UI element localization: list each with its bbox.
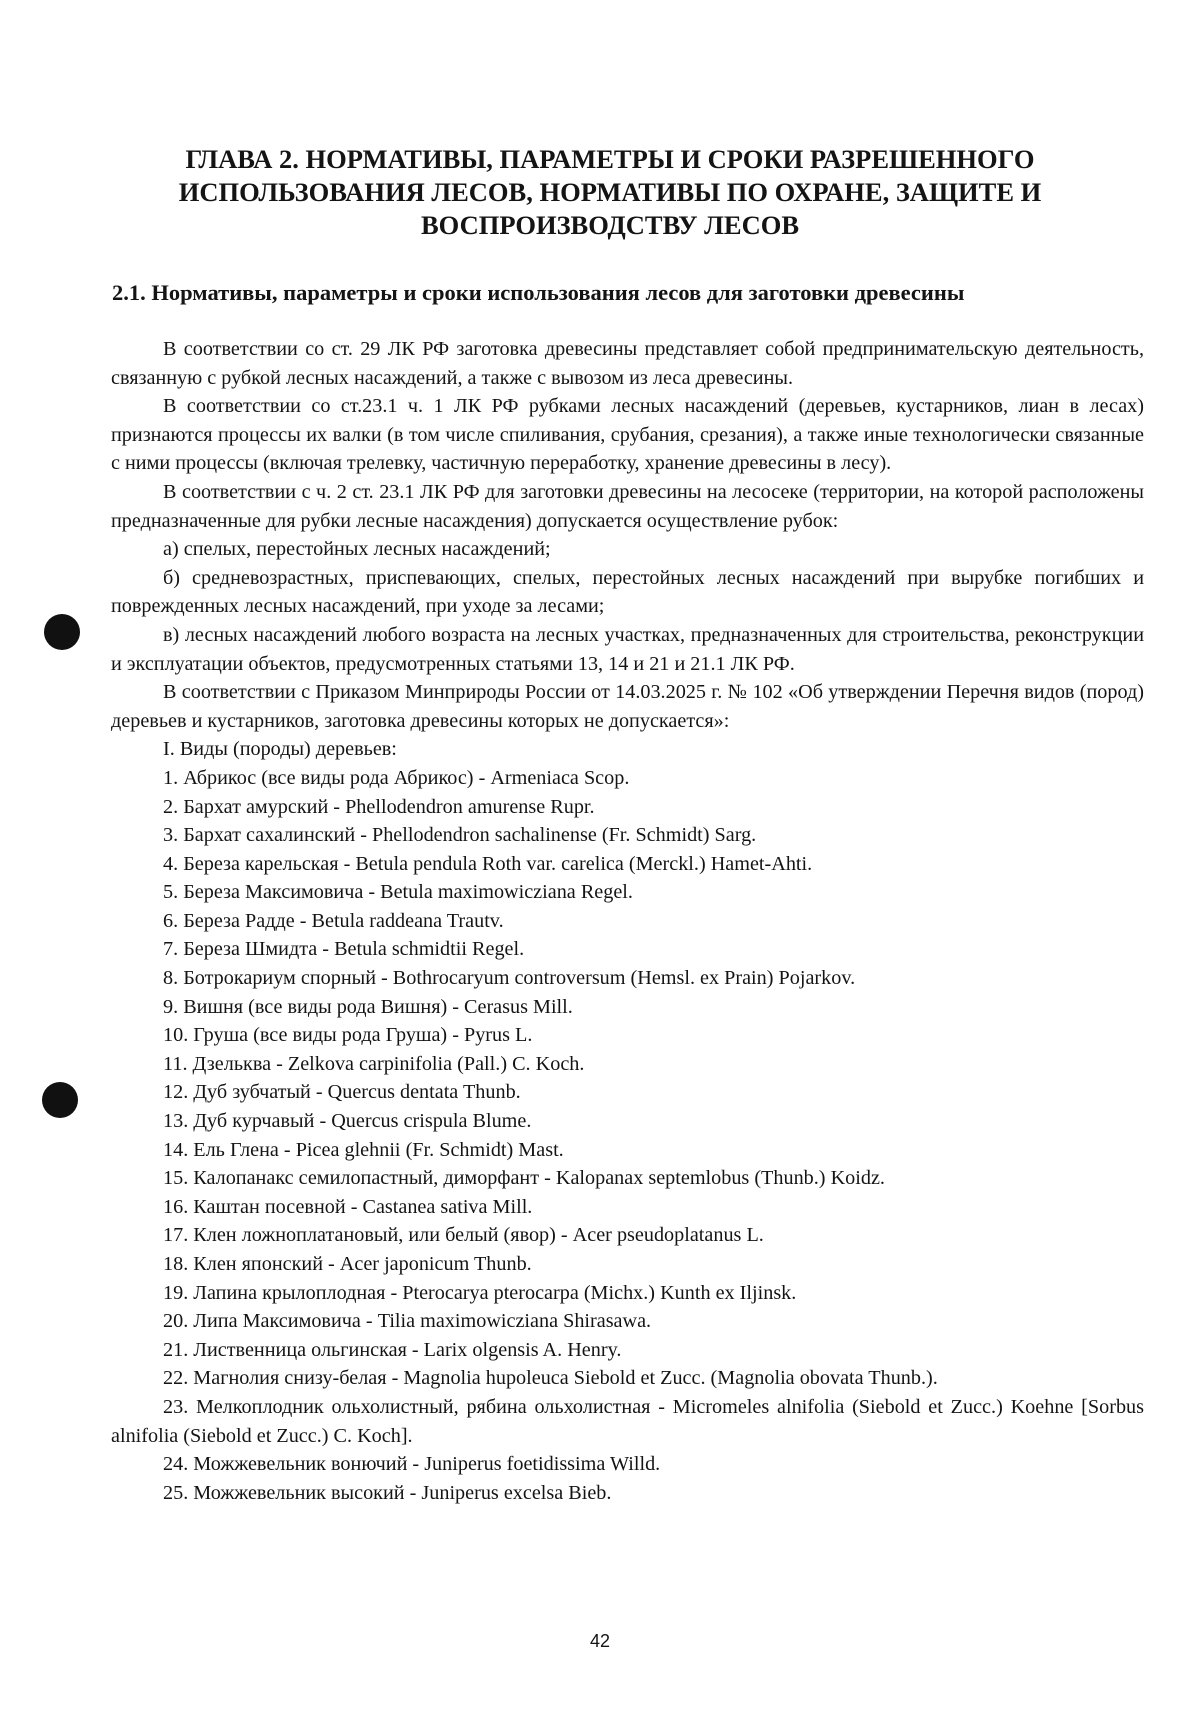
paragraph: В соответствии со ст. 29 ЛК РФ заготовка древесины представляет собой предпринимательскую деятельность, связанную с рубкой лесных насаждений, а также с вывозом из леса древесины. [111, 338, 1144, 389]
chapter-title [110, 143, 1110, 242]
species-item: 20. Липа Максимовича - Tilia maximowicziana Shirasawa. [163, 1310, 652, 1333]
body-text [111, 335, 1144, 1507]
species-item: 19. Лапина крылоплодная - Pterocarya pterocarpa (Michx.) Kunth ex Iljinsk. [163, 1281, 797, 1304]
list-item-a: а) спелых, перестойных лесных насаждений; [163, 538, 551, 561]
species-item: 18. Клен японский - Acer japonicum Thunb. [163, 1253, 532, 1275]
chapter-title-line: ГЛАВА 2. НОРМАТИВЫ, ПАРАМЕТРЫ И СРОКИ РАЗРЕШЕННОГО [185, 144, 1035, 174]
species-item: 6. Береза Радде - Betula raddeana Trautv. [163, 909, 504, 932]
paragraph: В соответствии с Приказом Минприроды России от 14.03.2025 г. № 102 «Об утверждении Перечня видов (пород) деревьев и кустарников, заготовка древесины которых не допускается»: [111, 681, 1144, 732]
species-item: 24. Можжевельник вонючий - Juniperus foetidissima Willd. [163, 1453, 661, 1476]
list-item-c: в) лесных насаждений любого возраста на лесных участках, предназначенных для строительства, реконструкции и эксплуатации объектов, предусмотренных статьями 13, 14 и 21 и 21.1 ЛК РФ. [111, 623, 1144, 675]
paragraph: В соответствии со ст.23.1 ч. 1 ЛК РФ рубками лесных насаждений (деревьев, кустарников, лиан в лесах) признаются процессы их валки (в том числе спиливания, срубания, срезания), а также иные технологически связанные с ними процессы (включая трелевку, частичную переработку, хранение древесины в лесу). [111, 395, 1144, 475]
species-item: 7. Береза Шмидта - Betula schmidtii Regel. [163, 938, 525, 961]
species-item: 15. Калопанакс семилопастный, диморфант - Kalopanax septemlobus (Thunb.) Koidz. [163, 1167, 885, 1190]
punch-hole [44, 614, 80, 650]
species-item: 25. Можжевельник высокий - Juniperus excelsa Bieb. [163, 1481, 612, 1504]
species-item: 12. Дуб зубчатый - Quercus dentata Thunb. [163, 1081, 521, 1104]
species-item: 3. Бархат сахалинский - Phellodendron sachalinense (Fr. Schmidt) Sarg. [163, 824, 757, 847]
chapter-title-line: ИСПОЛЬЗОВАНИЯ ЛЕСОВ, НОРМАТИВЫ ПО ОХРАНЕ, ЗАЩИТЕ И [178, 177, 1042, 207]
species-list [111, 764, 1144, 1507]
species-item: 13. Дуб курчавый - Quercus crispula Blume. [163, 1110, 532, 1133]
species-list-heading: I. Виды (породы) деревьев: [163, 738, 397, 761]
section-title: 2.1. Нормативы, параметры и сроки использования лесов для заготовки древесины [112, 280, 965, 305]
page-number: 42 [589, 1631, 611, 1651]
species-item: 17. Клен ложноплатановый, или белый (явор) - Acer pseudoplatanus L. [163, 1224, 764, 1247]
species-item: 1. Абрикос (все виды рода Абрикос) - Armeniaca Scop. [163, 766, 630, 789]
species-item: 21. Лиственница ольгинская - Larix olgensis A. Henry. [163, 1338, 622, 1361]
paragraph: В соответствии с ч. 2 ст. 23.1 ЛК РФ для заготовки древесины на лесосеке (территории, на которой расположены предназначенные для рубки лесные насаждения) допускается осуществление рубок: [111, 480, 1144, 532]
species-item: 4. Береза карельская - Betula pendula Roth var. carelica (Merckl.) Hamet-Ahti. [163, 852, 813, 875]
species-item: 2. Бархат амурский - Phellodendron amurense Rupr. [163, 795, 595, 818]
species-item: 10. Груша (все виды рода Груша) - Pyrus L. [163, 1024, 533, 1047]
species-item: 8. Ботрокариум спорный - Bothrocaryum controversum (Hemsl. ex Prain) Pojarkov. [163, 967, 856, 990]
species-item: 5. Береза Максимовича - Betula maximowicziana Regel. [163, 881, 633, 904]
species-item: 16. Каштан посевной - Castanea sativa Mill. [163, 1195, 533, 1218]
species-item: 11. Дзельква - Zelkova carpinifolia (Pall.) C. Koch. [163, 1052, 585, 1075]
punch-hole [42, 1082, 78, 1118]
species-item: 23. Мелкоплодник ольхолистный, рябина ольхолистная - Micromeles alnifolia (Siebold et Zucc.) Koehne [Sorbus alnifolia (Siebold et Zucc.) C. Koch]. [111, 1395, 1144, 1447]
species-item: 14. Ель Глена - Picea glehnii (Fr. Schmidt) Mast. [163, 1138, 564, 1161]
list-item-b: б) средневозрастных, приспевающих, спелых, перестойных лесных насаждений при вырубке погибших и поврежденных лесных насаждений, при уходе за лесами; [111, 566, 1144, 618]
species-item: 9. Вишня (все виды рода Вишня) - Cerasus Mill. [163, 995, 573, 1018]
species-item: 22. Магнолия снизу-белая - Magnolia hupoleuca Siebold et Zucc. (Magnolia obovata Thunb.). [163, 1367, 938, 1390]
chapter-title-line: ВОСПРОИЗВОДСТВУ ЛЕСОВ [420, 210, 800, 240]
